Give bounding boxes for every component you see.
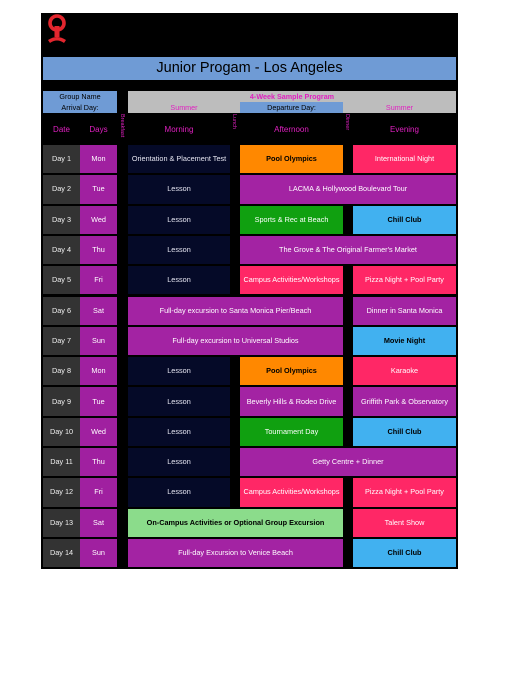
arrival-value: Summer xyxy=(128,102,240,113)
morning-activity: Lesson xyxy=(128,448,230,476)
evening-activity: International Night xyxy=(353,145,456,173)
morning-activity: Lesson xyxy=(128,266,230,294)
afternoon-activity: Pool Olympics xyxy=(240,357,343,385)
header-lunch: Lunch xyxy=(231,114,237,129)
evening-activity: Talent Show xyxy=(353,509,456,537)
evening-activity: Dinner in Santa Monica xyxy=(353,297,456,325)
row-day: Mon xyxy=(80,145,117,173)
morning-activity: Lesson xyxy=(128,236,230,264)
afternoon-evening-activity: LACMA & Hollywood Boulevard Tour xyxy=(240,175,456,203)
evening-activity: Movie Night xyxy=(353,327,456,355)
row-day: Sun xyxy=(80,327,117,355)
full-day-activity: Full-day excursion to Santa Monica Pier/Beach xyxy=(128,297,343,325)
row-day: Wed xyxy=(80,418,117,446)
afternoon-activity: Beverly Hills & Rodeo Drive xyxy=(240,387,343,415)
departure-value: Summer xyxy=(343,102,456,113)
row-date: Day 13 xyxy=(43,509,80,537)
row-date: Day 10 xyxy=(43,418,80,446)
header-date: Date xyxy=(53,124,70,134)
row-day: Sat xyxy=(80,509,117,537)
morning-activity: Lesson xyxy=(128,478,230,506)
afternoon-evening-activity: The Grove & The Original Farmer's Market xyxy=(240,236,456,264)
afternoon-activity: Campus Activities/Workshops xyxy=(240,478,343,506)
full-day-activity: Full-day Excursion to Venice Beach xyxy=(128,539,343,567)
group-name-label: Group Name xyxy=(43,91,117,102)
evening-activity: Chill Club xyxy=(353,206,456,234)
morning-activity: Lesson xyxy=(128,357,230,385)
full-day-activity: On-Campus Activities or Optional Group Excursion xyxy=(128,509,343,537)
afternoon-activity: Tournament Day xyxy=(240,418,343,446)
row-date: Day 9 xyxy=(43,387,80,415)
brand-logo-icon xyxy=(45,13,69,47)
row-date: Day 1 xyxy=(43,145,80,173)
evening-activity: Pizza Night + Pool Party xyxy=(353,478,456,506)
group-name-value: 4-Week Sample Program xyxy=(128,91,456,102)
evening-activity: Chill Club xyxy=(353,418,456,446)
morning-activity: Lesson xyxy=(128,387,230,415)
row-day: Tue xyxy=(80,175,117,203)
full-day-activity: Full-day excursion to Universal Studios xyxy=(128,327,343,355)
page-title: Junior Progam - Los Angeles xyxy=(43,57,456,80)
row-date: Day 2 xyxy=(43,175,80,203)
row-day: Tue xyxy=(80,387,117,415)
departure-label: Departure Day: xyxy=(240,102,343,113)
row-date: Day 8 xyxy=(43,357,80,385)
row-date: Day 14 xyxy=(43,539,80,567)
row-day: Fri xyxy=(80,266,117,294)
arrival-label: Arrival Day: xyxy=(43,102,117,113)
row-date: Day 5 xyxy=(43,266,80,294)
row-day: Fri xyxy=(80,478,117,506)
morning-activity: Lesson xyxy=(128,206,230,234)
afternoon-activity: Sports & Rec at Beach xyxy=(240,206,343,234)
row-date: Day 6 xyxy=(43,297,80,325)
afternoon-activity: Pool Olympics xyxy=(240,145,343,173)
evening-activity: Karaoke xyxy=(353,357,456,385)
row-day: Wed xyxy=(80,206,117,234)
morning-activity: Orientation & Placement Test xyxy=(128,145,230,173)
header-breakfast: Breakfast xyxy=(119,114,125,138)
evening-activity: Chill Club xyxy=(353,539,456,567)
morning-activity: Lesson xyxy=(128,175,230,203)
header-evening: Evening xyxy=(390,124,419,134)
afternoon-evening-activity: Getty Centre + Dinner xyxy=(240,448,456,476)
row-day: Thu xyxy=(80,236,117,264)
row-date: Day 4 xyxy=(43,236,80,264)
row-day: Sun xyxy=(80,539,117,567)
row-day: Mon xyxy=(80,357,117,385)
row-date: Day 12 xyxy=(43,478,80,506)
evening-activity: Pizza Night + Pool Party xyxy=(353,266,456,294)
afternoon-activity: Campus Activities/Workshops xyxy=(240,266,343,294)
row-date: Day 3 xyxy=(43,206,80,234)
row-day: Sat xyxy=(80,297,117,325)
row-date: Day 11 xyxy=(43,448,80,476)
header-dinner: Dinner xyxy=(344,114,350,131)
row-day: Thu xyxy=(80,448,117,476)
header-morning: Morning xyxy=(164,124,194,134)
morning-activity: Lesson xyxy=(128,418,230,446)
header-days: Days xyxy=(89,124,108,134)
evening-activity: Griffith Park & Observatory xyxy=(353,387,456,415)
row-date: Day 7 xyxy=(43,327,80,355)
program-sheet xyxy=(41,13,458,569)
header-afternoon: Afternoon xyxy=(274,124,309,134)
